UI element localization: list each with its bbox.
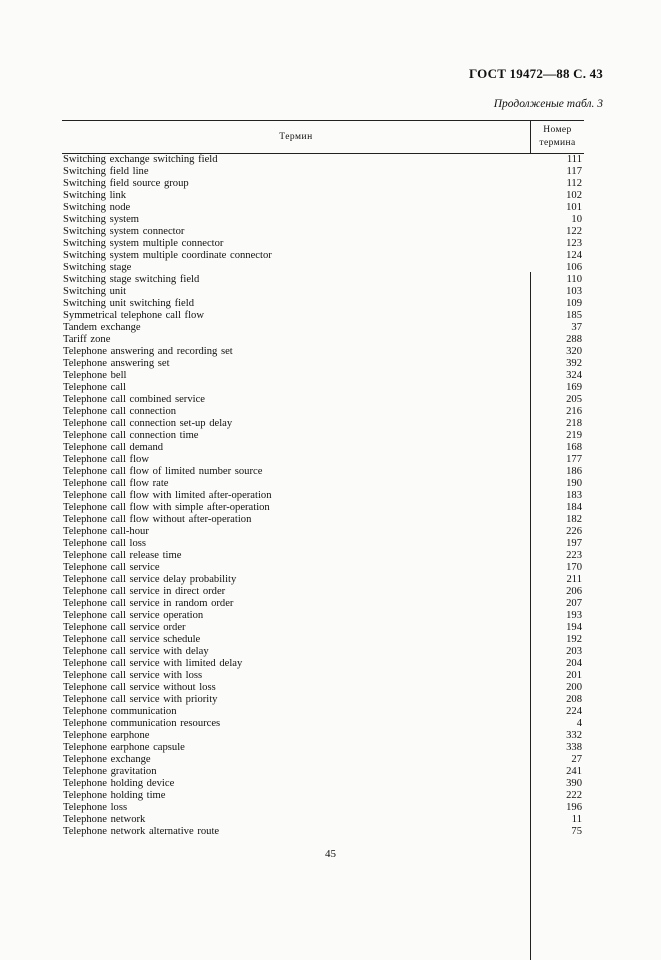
column-header-number [531, 124, 584, 150]
table-row [62, 814, 584, 826]
term-number-cell: 192 [566, 634, 582, 645]
term-number-cell: 190 [566, 478, 582, 489]
table-row [62, 154, 584, 166]
table-row [62, 454, 584, 466]
table-row [62, 610, 584, 622]
table-row [62, 682, 584, 694]
table-row [62, 298, 584, 310]
term-number-cell: 211 [566, 574, 582, 585]
term-cell: Switching node [63, 202, 131, 213]
table-row [62, 430, 584, 442]
column-header-term: Термин [62, 121, 531, 153]
term-cell: Telephone call release time [63, 550, 182, 561]
term-number-cell: 390 [566, 778, 582, 789]
term-cell: Telephone call service schedule [63, 634, 201, 645]
table-row [62, 526, 584, 538]
table-row [62, 694, 584, 706]
term-number-cell: 224 [566, 706, 582, 717]
term-cell: Switching stage [63, 262, 132, 273]
term-number-cell: 200 [566, 682, 582, 693]
table-row [62, 550, 584, 562]
table-row [62, 274, 584, 286]
table-row [62, 178, 584, 190]
table-row [62, 574, 584, 586]
term-number-cell: 111 [566, 154, 582, 165]
term-number-cell: 201 [566, 670, 582, 681]
page-number: 45 [325, 848, 336, 860]
table-row [62, 646, 584, 658]
term-cell: Telephone call flow without after-operation [63, 514, 252, 525]
term-cell: Telephone answering and recording set [63, 346, 233, 357]
table-row [62, 406, 584, 418]
term-cell: Telephone call service [63, 562, 160, 573]
term-cell: Telephone holding time [63, 790, 166, 801]
term-cell: Switching exchange switching field [63, 154, 218, 165]
term-number-cell: 112 [566, 178, 582, 189]
table-row [62, 334, 584, 346]
term-cell: Telephone call service with limited delay [63, 658, 243, 669]
table-row [62, 262, 584, 274]
term-number-cell: 207 [566, 598, 582, 609]
table-row [62, 382, 584, 394]
term-number-cell: 196 [566, 802, 582, 813]
term-number-cell: 204 [566, 658, 582, 669]
term-number-cell: 197 [566, 538, 582, 549]
table-row [62, 742, 584, 754]
term-cell: Telephone network alternative route [63, 826, 220, 837]
term-number-cell: 320 [566, 346, 582, 357]
table-row [62, 370, 584, 382]
terms-table-header [62, 120, 584, 154]
term-cell: Telephone earphone capsule [63, 742, 185, 753]
table-row [62, 358, 584, 370]
term-number-cell: 185 [566, 310, 582, 321]
table-row [62, 466, 584, 478]
term-cell: Telephone call service order [63, 622, 186, 633]
term-cell: Telephone communication resources [63, 718, 221, 729]
term-cell: Tariff zone [63, 334, 111, 345]
table-row [62, 586, 584, 598]
table-row [62, 622, 584, 634]
term-cell: Telephone call service with priority [63, 694, 218, 705]
term-cell: Switching unit switching field [63, 298, 194, 309]
term-number-cell: 223 [566, 550, 582, 561]
term-cell: Switching system connector [63, 226, 185, 237]
table-row [62, 826, 584, 838]
term-cell: Telephone call combined service [63, 394, 205, 405]
term-number-cell: 124 [566, 250, 582, 261]
term-number-cell: 168 [566, 442, 582, 453]
table-head-row [62, 120, 584, 154]
term-cell: Telephone call flow of limited number source [63, 466, 263, 477]
table-row [62, 538, 584, 550]
term-number-cell: 205 [566, 394, 582, 405]
term-number-cell: 206 [566, 586, 582, 597]
term-cell: Telephone communication [63, 706, 177, 717]
table-row [62, 250, 584, 262]
table-row [62, 310, 584, 322]
table-caption: Продолженые табл. 3 [493, 98, 603, 110]
table-row [62, 658, 584, 670]
term-number-cell: 219 [566, 430, 582, 441]
term-number-cell: 208 [566, 694, 582, 705]
term-cell: Telephone call flow with limited after-operation [63, 490, 272, 501]
term-cell: Telephone exchange [63, 754, 151, 765]
term-cell: Telephone call service delay probability [63, 574, 237, 585]
term-number-cell: 123 [566, 238, 582, 249]
term-cell: Telephone call service in random order [63, 598, 234, 609]
term-cell: Switching link [63, 190, 127, 201]
term-number-cell: 193 [566, 610, 582, 621]
term-cell: Telephone call flow with simple after-operation [63, 502, 270, 513]
term-number-cell: 183 [566, 490, 582, 501]
table-row [62, 730, 584, 742]
term-cell: Telephone call service with loss [63, 670, 203, 681]
terms-table-body [62, 154, 584, 838]
term-number-cell: 11 [571, 814, 582, 825]
term-number-cell: 338 [566, 742, 582, 753]
table-row [62, 478, 584, 490]
term-cell: Telephone call service in direct order [63, 586, 226, 597]
term-number-cell: 324 [566, 370, 582, 381]
term-cell: Switching system multiple coordinate connector [63, 250, 272, 261]
term-cell: Telephone call flow [63, 454, 149, 465]
table-row [62, 346, 584, 358]
term-number-cell: 110 [566, 274, 582, 285]
term-cell: Telephone call connection set-up delay [63, 418, 233, 429]
term-cell: Telephone call connection time [63, 430, 199, 441]
table-row [62, 598, 584, 610]
term-cell: Telephone answering set [63, 358, 170, 369]
table-row [62, 706, 584, 718]
column-header-number-line1: Номер [543, 125, 572, 135]
term-cell: Telephone call service without loss [63, 682, 216, 693]
term-cell: Switching field source group [63, 178, 189, 189]
table-row [62, 754, 584, 766]
column-header-number-line2: термина [539, 138, 576, 148]
term-number-cell: 226 [566, 526, 582, 537]
term-number-cell: 288 [566, 334, 582, 345]
term-number-cell: 184 [566, 502, 582, 513]
table-row [62, 670, 584, 682]
term-number-cell: 392 [566, 358, 582, 369]
term-cell: Telephone call service with delay [63, 646, 209, 657]
table-row [62, 562, 584, 574]
table-row [62, 322, 584, 334]
table-row [62, 778, 584, 790]
term-cell: Switching system [63, 214, 140, 225]
term-cell: Symmetrical telephone call flow [63, 310, 204, 321]
term-cell: Telephone call connection [63, 406, 177, 417]
table-row [62, 634, 584, 646]
term-number-cell: 10 [571, 214, 582, 225]
term-cell: Switching unit [63, 286, 127, 297]
term-number-cell: 241 [566, 766, 582, 777]
term-number-cell: 169 [566, 382, 582, 393]
term-cell: Telephone call-hour [63, 526, 149, 537]
term-number-cell: 332 [566, 730, 582, 741]
table-row [62, 202, 584, 214]
term-number-cell: 117 [566, 166, 582, 177]
term-number-cell: 102 [566, 190, 582, 201]
term-number-cell: 4 [576, 718, 582, 729]
table-row [62, 394, 584, 406]
term-number-cell: 203 [566, 646, 582, 657]
term-cell: Telephone call demand [63, 442, 164, 453]
table-row [62, 490, 584, 502]
term-number-cell: 186 [566, 466, 582, 477]
term-number-cell: 75 [571, 826, 582, 837]
term-cell: Telephone call loss [63, 538, 147, 549]
table-row [62, 238, 584, 250]
term-cell: Telephone call [63, 382, 126, 393]
table-row [62, 514, 584, 526]
term-cell: Switching field line [63, 166, 149, 177]
table-row [62, 802, 584, 814]
term-number-cell: 101 [566, 202, 582, 213]
term-number-cell: 222 [566, 790, 582, 801]
term-number-cell: 27 [571, 754, 582, 765]
table-row [62, 442, 584, 454]
term-number-cell: 170 [566, 562, 582, 573]
term-number-cell: 177 [566, 454, 582, 465]
term-cell: Telephone call service operation [63, 610, 204, 621]
term-cell: Switching system multiple connector [63, 238, 224, 249]
table-row [62, 166, 584, 178]
term-cell: Telephone loss [63, 802, 128, 813]
table-row [62, 790, 584, 802]
table-row [62, 502, 584, 514]
term-number-cell: 106 [566, 262, 582, 273]
term-cell: Telephone gravitation [63, 766, 157, 777]
term-cell: Switching stage switching field [63, 274, 200, 285]
term-number-cell: 218 [566, 418, 582, 429]
table-row [62, 766, 584, 778]
term-number-cell: 103 [566, 286, 582, 297]
term-cell: Telephone call flow rate [63, 478, 169, 489]
term-number-cell: 109 [566, 298, 582, 309]
table-row [62, 418, 584, 430]
term-number-cell: 122 [566, 226, 582, 237]
term-cell: Telephone earphone [63, 730, 150, 741]
table-row [62, 226, 584, 238]
term-cell: Telephone holding device [63, 778, 175, 789]
standard-reference: ГОСТ 19472—88 С. 43 [469, 66, 603, 81]
table-row [62, 190, 584, 202]
term-number-cell: 216 [566, 406, 582, 417]
table-row [62, 286, 584, 298]
term-number-cell: 194 [566, 622, 582, 633]
term-number-cell: 37 [571, 322, 582, 333]
term-cell: Tandem exchange [63, 322, 141, 333]
term-number-cell: 182 [566, 514, 582, 525]
term-cell: Telephone bell [63, 370, 127, 381]
table-row [62, 214, 584, 226]
table-row [62, 718, 584, 730]
term-cell: Telephone network [63, 814, 146, 825]
